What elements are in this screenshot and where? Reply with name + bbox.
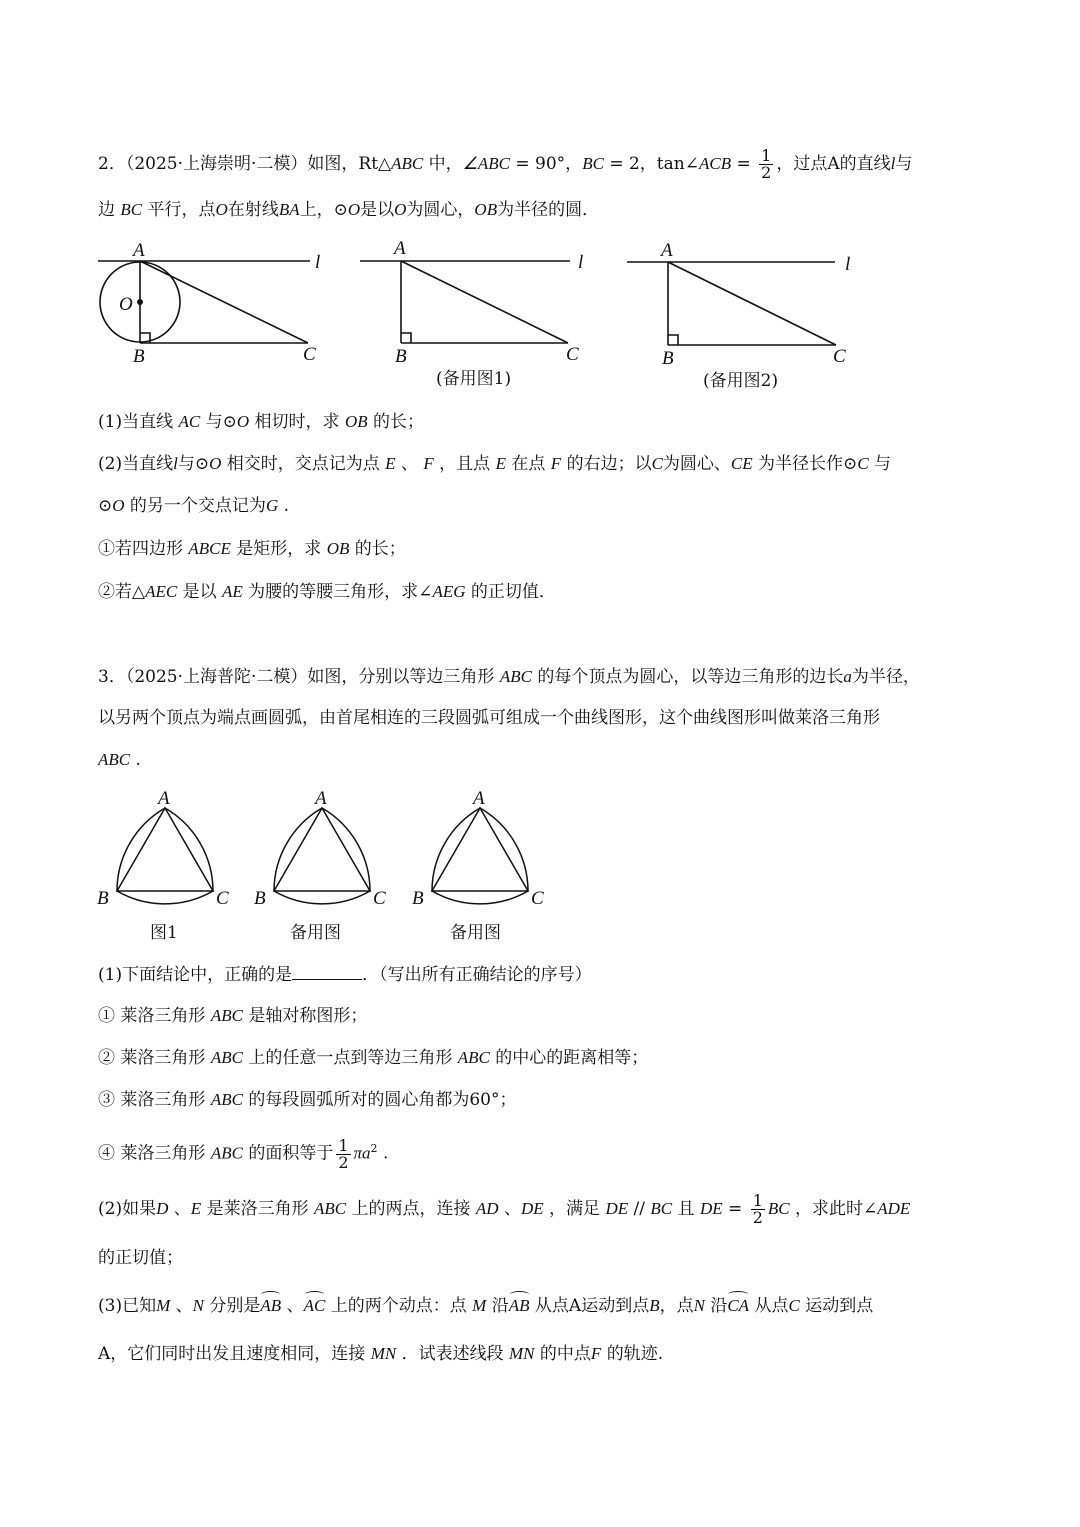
fig-b2-label-c: C <box>833 346 846 367</box>
fig3-1-label-a: A <box>158 788 170 809</box>
problem3-q1: (1)下面结论中，正确的是 ．（写出所有正确结论的序号） <box>98 961 592 987</box>
problem2-q2-part2: ②若△AEC 是以 AE 为腰的等腰三角形，求∠AEG 的正切值． <box>98 582 556 602</box>
problem3-q2-cont: 的正切值； <box>98 1248 183 1268</box>
fig3-2-label-a: A <box>315 788 327 809</box>
arc-ac: AC <box>304 1294 326 1318</box>
problem2-q2-part1: ①若四边形 ABCE 是矩形，求 OB 的长； <box>98 539 406 559</box>
problem3-statement-line3: ABC . <box>98 750 141 770</box>
answer-blank[interactable] <box>292 961 362 980</box>
arc-ca: CA <box>727 1294 749 1318</box>
problem2-q2: (2)当直线l与⊙O 相交时，交点记为点 E 、 F ，且点 E 在点 F 的右边；以C为圆心、CE 为半径长作⊙C 与 <box>98 454 892 474</box>
fig3-3-label-b: B <box>412 888 424 909</box>
fig-b2-label-a: A <box>661 240 673 261</box>
problem3-statement-line1: 3．（2025·上海普陀·二模）如图，分别以等边三角形 ABC 的每个顶点为圆心，以等边三角形的边长a为半径， <box>98 667 920 687</box>
problem3-q1-item4: ④ 莱洛三角形 ABC 的面积等于 $\frac{1}{2}$ $\pi a^2$ . <box>98 1135 389 1172</box>
fig-main-label-c: C <box>303 344 316 365</box>
fig3-3-label-a: A <box>473 788 485 809</box>
problem2-q1: (1)当直线 AC 与⊙O 相切时，求 OB 的长； <box>98 412 425 432</box>
fraction-one-half: $\frac{1}{2}$ <box>761 146 772 182</box>
fig-b1-caption: (备用图1) <box>436 369 512 389</box>
problem3-q2: (2)如果D 、E 是莱洛三角形 ABC 上的两点，连接 AD 、DE ，满足 DE // BC 且 DE = $\frac{1}{2}$ BC ，求此时∠ADE <box>98 1191 911 1227</box>
fig3-1-label-c: C <box>216 888 229 909</box>
problem2-statement-line1: 2．（2025·上海崇明·二模）如图，Rt△ABC 中，∠ABC = 90°，BC = 2，tan∠ACB = $\frac{1}{2}$ ，过点A的直线l与 <box>98 146 913 182</box>
fig-b1-label-b: B <box>395 346 407 367</box>
problem3-q1-item3: ③ 莱洛三角形 ABC 的每段圆弧所对的圆心角都为60°； <box>98 1090 517 1110</box>
fraction-one-half: $\frac{1}{2}$ <box>338 1135 349 1172</box>
problem3-q3: (3)已知M 、N 分别是AB 、AC 上的两个动点：点 M 沿AB 从点A运动到点B，点N 沿CA 从点C 运动到点 <box>98 1296 874 1316</box>
fig-b1-label-c: C <box>566 344 579 365</box>
fig-main-label-l: l <box>315 252 321 273</box>
fig-b2-label-l: l <box>845 254 851 275</box>
fig-b2-caption: (备用图2) <box>703 371 779 391</box>
fig-b2-label-b: B <box>662 348 674 369</box>
fraction-one-half: $\frac{1}{2}$ <box>752 1191 763 1227</box>
problem3-q1-item2: ② 莱洛三角形 ABC 上的任意一点到等边三角形 ABC 的中心的距离相等； <box>98 1048 649 1068</box>
fig-main-label-a: A <box>133 240 145 261</box>
fig3-1-label-b: B <box>97 888 109 909</box>
fig-main-label-b: B <box>133 346 145 367</box>
fig-main-label-o: O <box>119 294 133 315</box>
problem2-q2-cont: ⊙O 的另一个交点记为G . <box>98 496 290 516</box>
fig3-2-label-b: B <box>254 888 266 909</box>
fig3-3-caption: 备用图 <box>450 923 501 943</box>
fig3-2-label-c: C <box>373 888 386 909</box>
fig-b1-label-l: l <box>578 252 584 273</box>
problem3-q3-cont: A，它们同时出发且速度相同，连接 MN ．试表述线段 MN 的中点F 的轨迹. <box>98 1344 664 1364</box>
problem3-q1-item1: ① 莱洛三角形 ABC 是轴对称图形； <box>98 1006 368 1026</box>
arc-ab: AB <box>509 1294 530 1318</box>
fig-b1-label-a: A <box>394 238 406 259</box>
problem3-statement-line2: 以另两个顶点为端点画圆弧，由首尾相连的三段圆弧可组成一个曲线图形，这个曲线图形叫做莱洛三角形 <box>98 708 880 728</box>
arc-ab: AB <box>260 1294 281 1318</box>
fig3-1-caption: 图1 <box>150 923 178 943</box>
problem2-statement-line2: 边 BC 平行，点O在射线BA上，⊙O是以O为圆心，OB为半径的圆． <box>98 200 600 220</box>
fig3-3-label-c: C <box>531 888 544 909</box>
fig3-2-caption: 备用图 <box>290 923 341 943</box>
